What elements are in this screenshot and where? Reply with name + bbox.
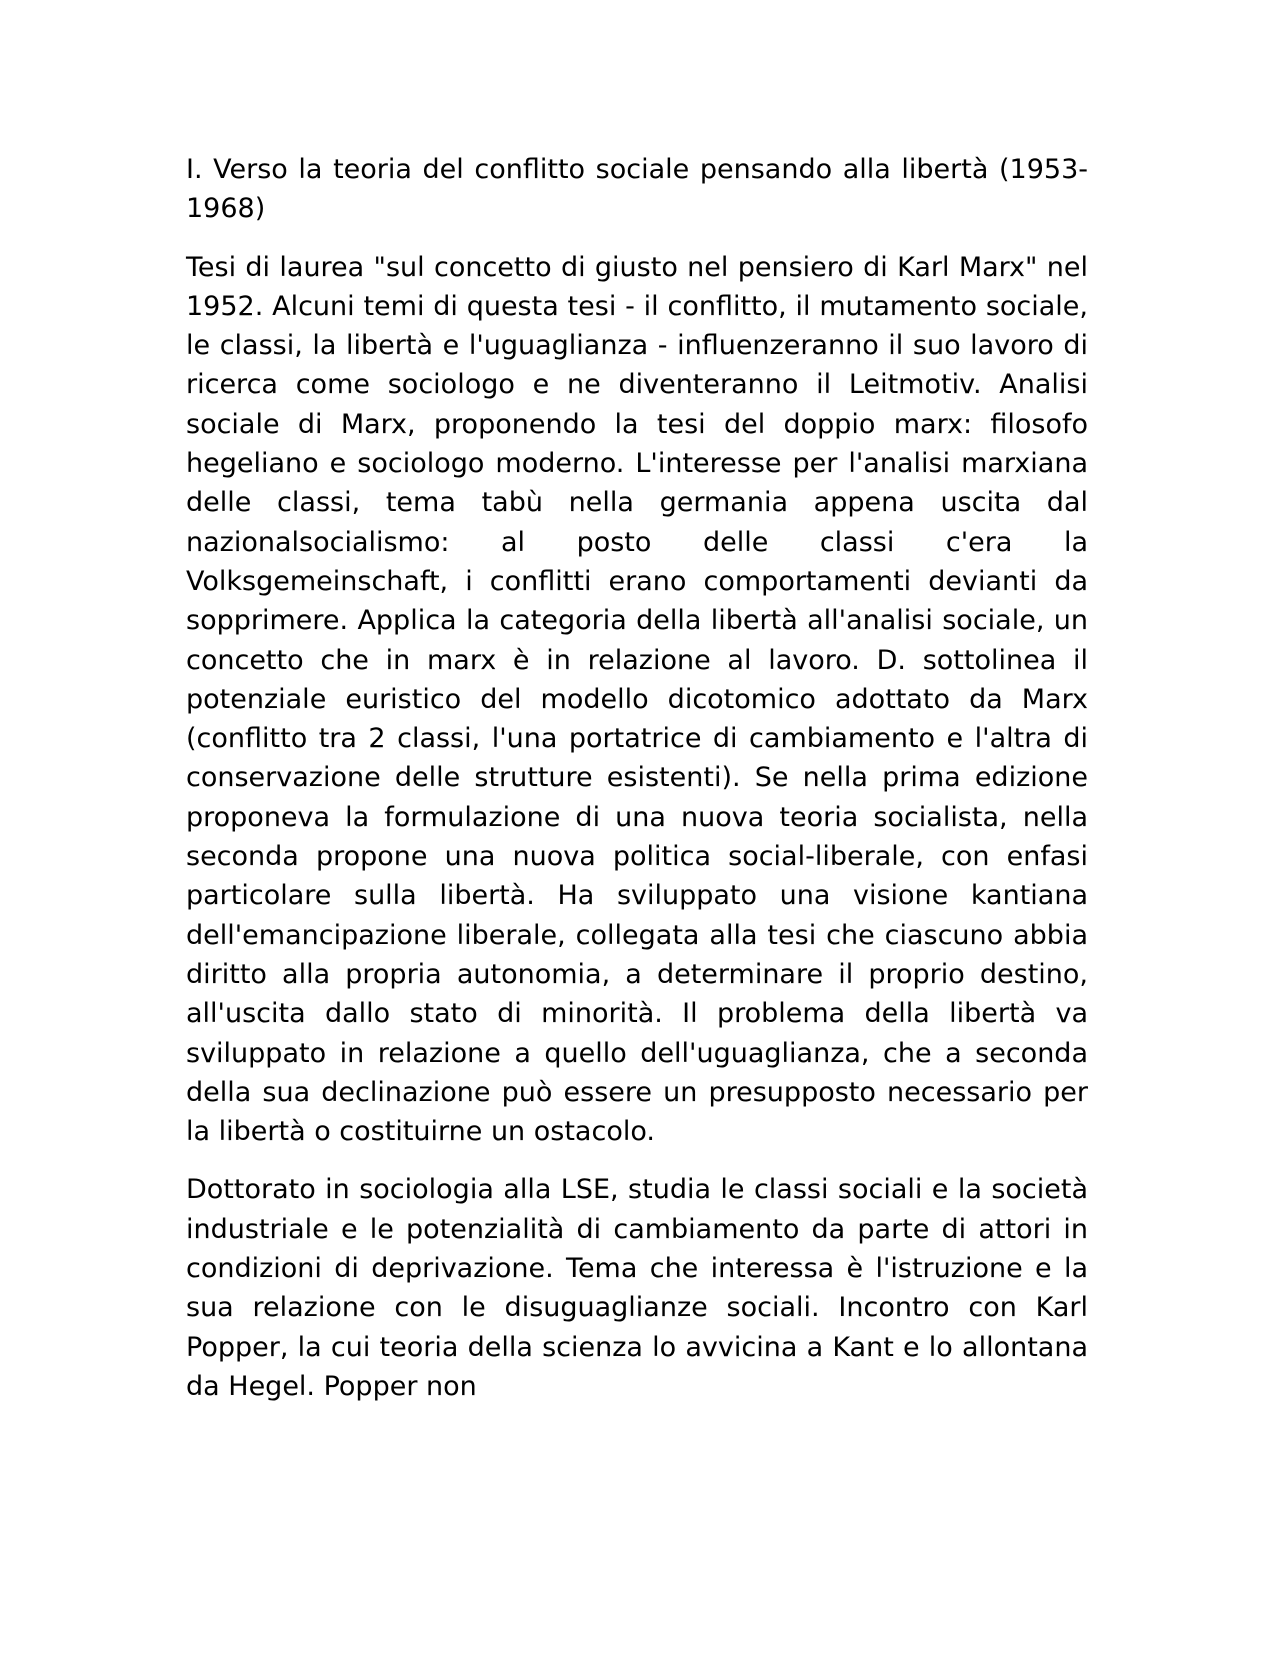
section-heading: I. Verso la teoria del conflitto sociale pensando alla libertà (1953-1968) (186, 154, 1088, 225)
document-body (186, 150, 1088, 1425)
paragraph: Tesi di laurea "sul concetto di giusto nel pensiero di Karl Marx" nel 1952. Alcuni temi di questa tesi - il conflitto, il mutamento sociale, le classi, la libertà e l'uguaglianza - influenzeranno il suo lavoro di ricerca come sociologo e ne diventeranno il Leitmotiv. Analisi sociale di Marx, proponendo la tesi del doppio marx: filosofo hegeliano e sociologo moderno. L'interesse per l'analisi marxiana delle classi, tema tabù nella germania appena uscita dal nazionalsocialismo: al posto delle classi c'era la Volksgemeinschaft, i conflitti erano comportamenti devianti da sopprimere. Applica la categoria della libertà all'analisi sociale, un concetto che in marx è in relazione al lavoro. D. sottolinea il potenziale euristico del modello dicotomico adottato da Marx (conflitto tra 2 classi, l'una portatrice di cambiamento e l'altra di conservazione delle strutture esistenti). Se nella prima edizione proponeva la formulazione di una nuova teoria socialista, nella seconda propone una nuova politica social-liberale, con enfasi particolare sulla libertà. Ha sviluppato una visione kantiana dell'emancipazione liberale, collegata alla tesi che ciascuno abbia diritto alla propria autonomia, a determinare il proprio destino, all'uscita dallo stato di minorità. Il problema della libertà va sviluppato in relazione a quello dell'uguaglianza, che a seconda della sua declinazione può essere un presupposto necessario per la libertà o costituirne un ostacolo. (186, 251, 1088, 1148)
paragraph: Dottorato in sociologia alla LSE, studia le classi sociali e la società industriale e le potenzialità di cambiamento da parte di attori in condizioni di deprivazione. Tema che interessa è l'istruzione e la sua relazione con le disuguaglianze sociali. Incontro con Karl Popper, la cui teoria della scienza lo avvicina a Kant e lo allontana da Hegel. Popper non (186, 1174, 1088, 1402)
